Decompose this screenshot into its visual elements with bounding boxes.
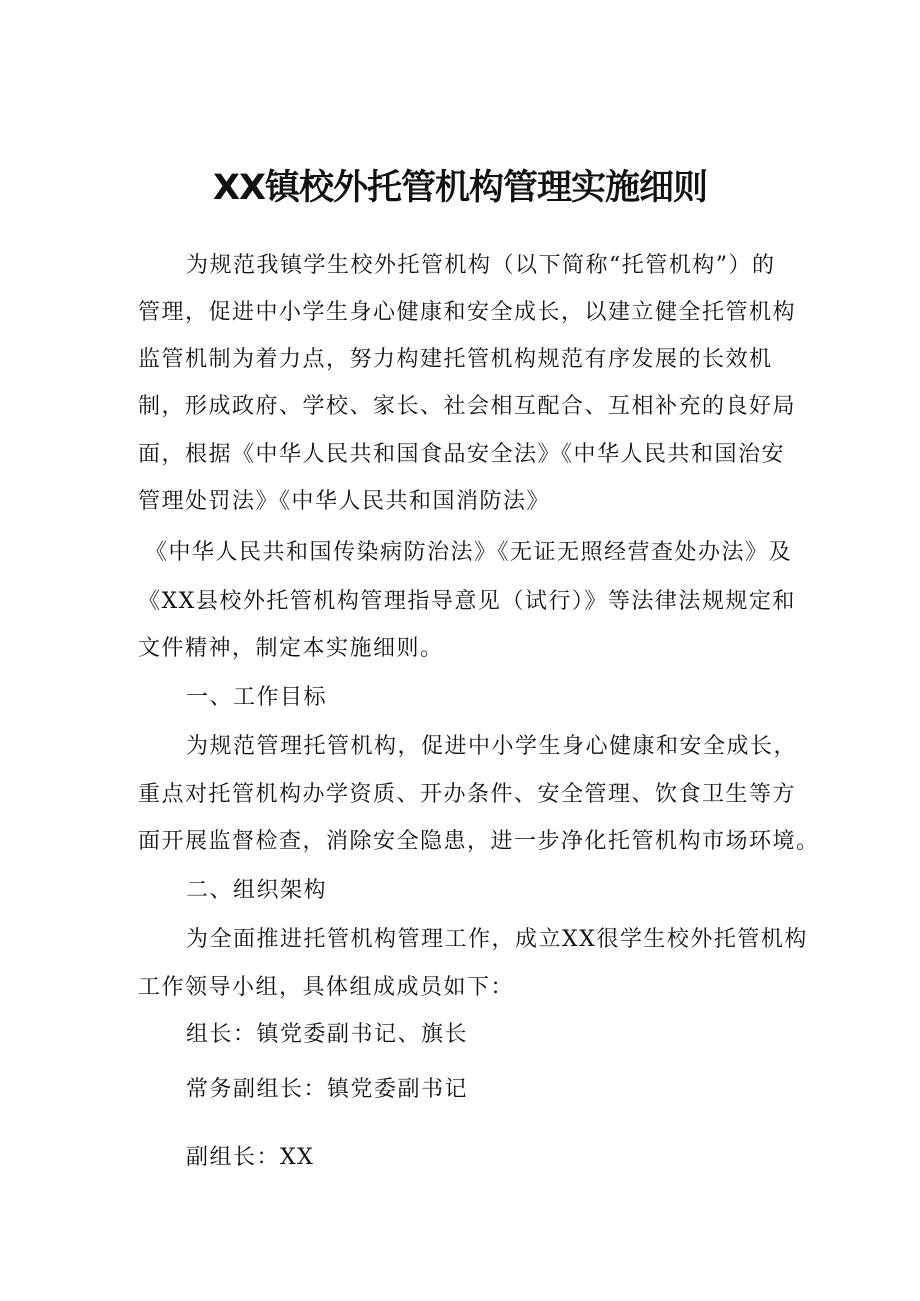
section-heading-organization: 二、组织架构 — [186, 878, 328, 903]
document-title: XX镇校外托管机构管理实施细则 — [213, 168, 707, 208]
section2-line-2: 工作领导小组，具体组成成员如下： — [138, 975, 515, 1000]
section-heading-goals: 一、工作目标 — [186, 685, 328, 710]
intro-line-3: 监管机制为着力点，努力构建托管机构规范有序发展的长效机 — [138, 347, 773, 372]
section1-line-2: 重点对托管机构办学资质、开办条件、安全管理、饮食卫生等方 — [138, 782, 797, 807]
section1-line-3: 面开展监督检查，消除安全隐患，进一步净化托管机构市场环境。 — [138, 829, 820, 854]
intro-line-6: 管理处罚法》《中华人民共和国消防法》 — [138, 489, 551, 514]
section2-line-1: 为全面推进托管机构管理工作，成立XX很学生校外托管机构 — [186, 927, 808, 952]
intro-line-7: 《中华人民共和国传染病防治法》《无证无照经营查处办法》及 — [145, 540, 793, 565]
section1-line-1: 为规范管理托管机构，促进中小学生身心健康和安全成长， — [186, 734, 798, 759]
intro-line-4: 制，形成政府、学校、家长、社会相互配合、互相补充的良好局 — [138, 394, 797, 419]
intro-line-9: 文件精神，制定本实施细则。 — [138, 636, 444, 661]
intro-line-5: 面，根据《中华人民共和国食品安全法》《中华人民共和国治安 — [138, 442, 786, 467]
intro-line-1: 为规范我镇学生校外托管机构（以下简称“托管机构”）的 — [186, 253, 776, 278]
intro-line-8: 《XX县校外托管机构管理指导意见（试行）》等法律法规规定和 — [138, 589, 796, 614]
member-deputy: 副组长：XX — [186, 1145, 315, 1170]
member-executive-deputy: 常务副组长：镇党委副书记 — [186, 1077, 469, 1102]
intro-line-2: 管理，促进中小学生身心健康和安全成长，以建立健全托管机构 — [138, 300, 797, 325]
member-leader: 组长：镇党委副书记、旗长 — [186, 1022, 469, 1047]
